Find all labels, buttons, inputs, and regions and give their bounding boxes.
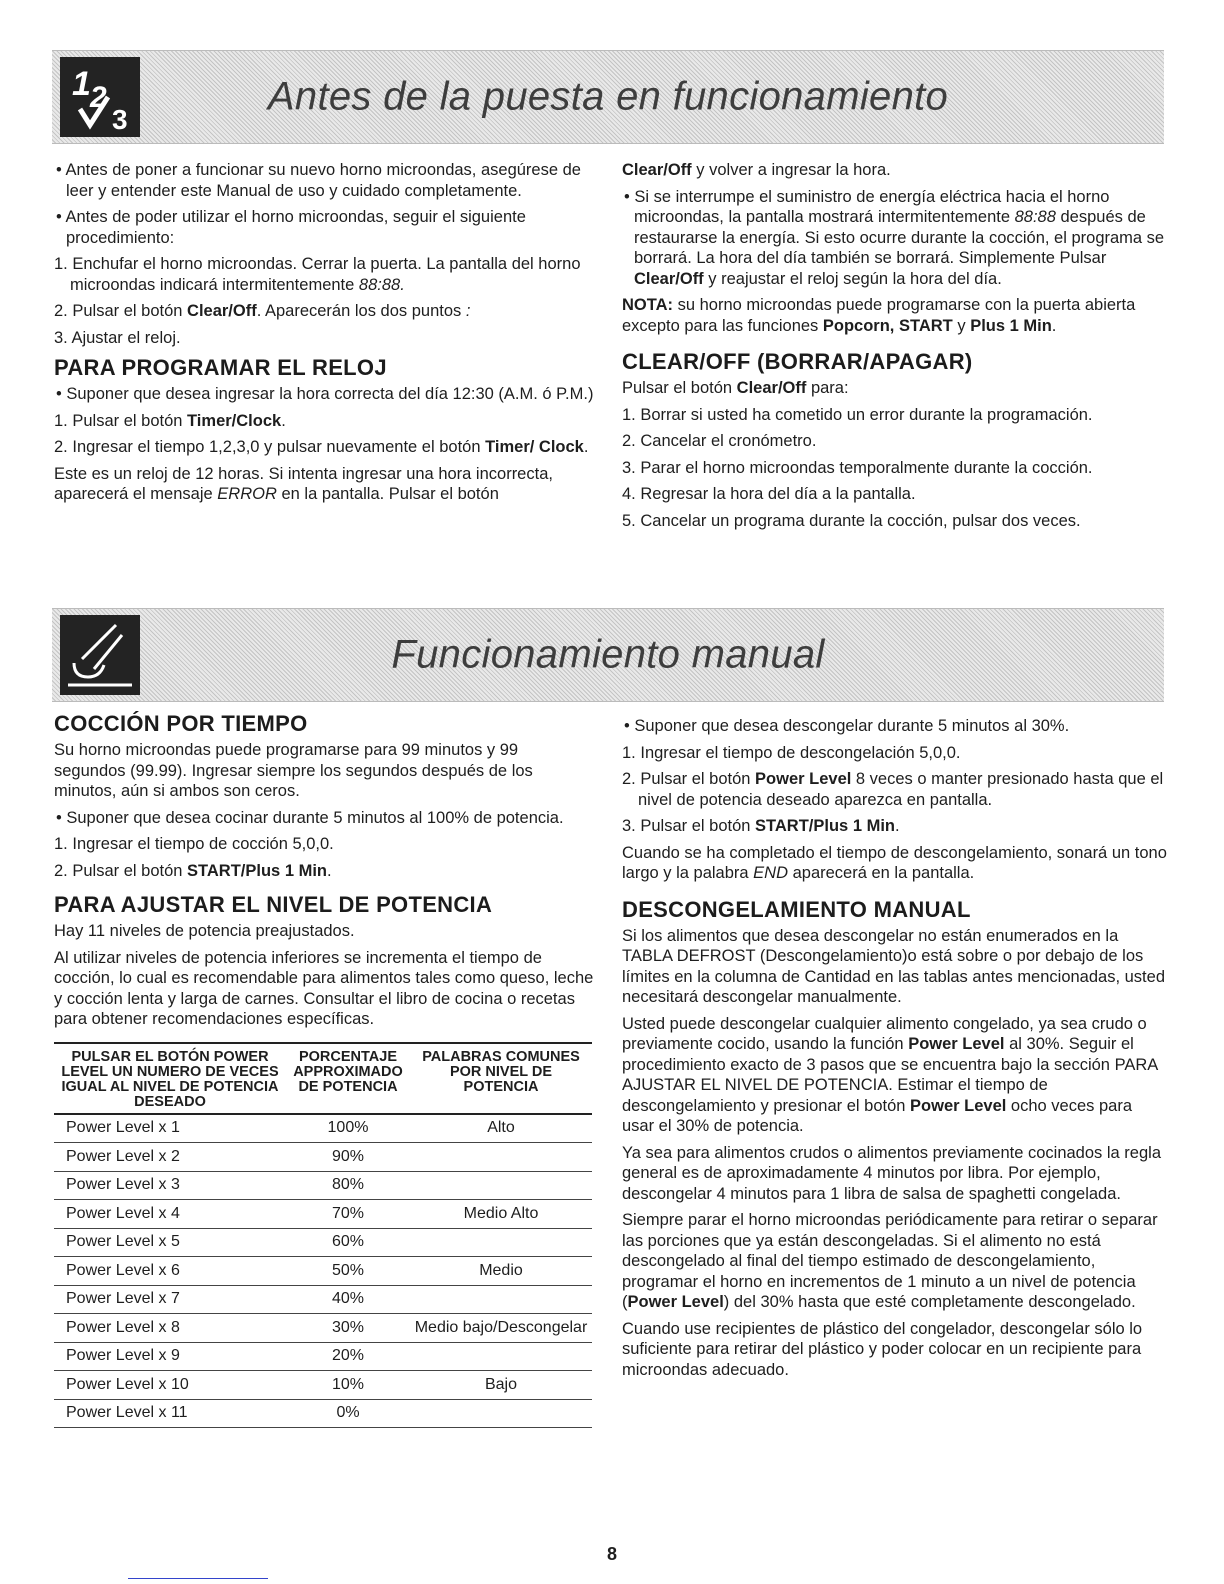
- list-item: 1. Ingresar el tiempo de cocción 5,0,0.: [54, 835, 334, 853]
- section1-right-column: [622, 160, 1167, 537]
- clock-paragraph: Este es un reloj de 12 horas. Si intenta ingresar una hora incorrecta, aparecerá el mensaje ERROR en la pantalla. Pulsar el botón: [54, 464, 553, 503]
- table-row: [54, 1171, 592, 1200]
- coccion-paragraph: Su horno microondas puede programarse para 99 minutos y 99 segundos (99.99). Ingresar siempre los segundos después de los minutos, aún si ambos son ceros.: [54, 741, 533, 800]
- list-item: • Suponer que desea descongelar durante 5 minutos al 30%.: [624, 717, 1070, 735]
- table-cell: Alto: [410, 1114, 592, 1143]
- table-cell: 10%: [286, 1371, 410, 1400]
- table-cell: Power Level x 8: [54, 1314, 286, 1343]
- manual-paragraph: Siempre parar el horno microondas periódicamente para retirar o separar las porciones que ya están descongeladas. Si el alimento no está descongelado al final del tiempo estimado de descongelamiento, programar el horno en incrementos de 1 minuto a un nivel de potencia (Power Level) del 30% hasta que esté completamente descongelado.: [622, 1211, 1158, 1311]
- table-cell: Power Level x 11: [54, 1399, 286, 1428]
- clearoff-heading: CLEAR/OFF (BORRAR/APAGAR): [622, 349, 973, 374]
- table-cell: Power Level x 1: [54, 1114, 286, 1143]
- table-cell: Medio bajo/Descongelar: [410, 1314, 592, 1343]
- table-row: [54, 1371, 592, 1400]
- page-number: 8: [606, 1544, 617, 1564]
- list-item: 2. Pulsar el botón Clear/Off. Aparecerán los dos puntos :: [54, 302, 471, 320]
- clearoff-intro: Pulsar el botón Clear/Off para:: [622, 379, 849, 397]
- table-cell: Medio Alto: [410, 1200, 592, 1229]
- list-item: 3. Parar el horno microondas temporalmente durante la cocción.: [622, 458, 1093, 477]
- list-item: 4. Regresar la hora del día a la pantalla.: [622, 485, 916, 503]
- list-item: 2. Pulsar el botón START/Plus 1 Min.: [54, 861, 332, 880]
- divider: [128, 1578, 268, 1579]
- manual-paragraph: Si los alimentos que desea descongelar no están enumerados en la TABLA DEFROST (Descongelamiento)o está sobre o por debajo de los límites en la columna de Cantidad en las tablas antes mencionadas, usted necesitará descongelar manualmente.: [622, 926, 1165, 1006]
- table-row: [54, 1114, 592, 1143]
- list-item: • Suponer que desea cocinar durante 5 minutos al 100% de potencia.: [56, 808, 564, 827]
- list-item: 2. Cancelar el cronómetro.: [622, 432, 817, 450]
- list-item: 1. Ingresar el tiempo de descongelación 5,0,0.: [622, 743, 961, 762]
- list-item: 1. Borrar si usted ha cometido un error durante la programación.: [622, 405, 1093, 424]
- list-item: 1. Enchufar el horno microondas. Cerrar la puerta. La pantalla del horno microondas indicará intermitentemente 88:88.: [54, 255, 581, 294]
- list-item: • Si se interrumpe el suministro de energía eléctrica hacia el horno microondas, la pantalla mostrará intermitentemente 88:88 después de restaurarse la energía. Si esto ocurre durante la cocción, el programa se borrará. La hora del día también se borrará. Simplemente Pulsar Clear/Off y reajustar el reloj según la hora del día.: [624, 187, 1165, 288]
- table-row: [54, 1228, 592, 1257]
- list-item: • Suponer que desea ingresar la hora correcta del día 12:30 (A.M. ó P.M.): [56, 385, 594, 403]
- table-cell: 40%: [286, 1285, 410, 1314]
- table-row: [54, 1399, 592, 1428]
- table-row: [54, 1285, 592, 1314]
- table-cell: Power Level x 6: [54, 1257, 286, 1286]
- potencia-paragraph: Hay 11 niveles de potencia preajustados.: [54, 922, 355, 940]
- potencia-heading: PARA AJUSTAR EL NIVEL DE POTENCIA: [54, 892, 493, 917]
- table-cell: [410, 1342, 592, 1371]
- potencia-paragraph: Al utilizar niveles de potencia inferiores se incrementa el tiempo de cocción, lo cual es recomendable para alimentos tales como queso, leche y cocción lenta y larga de carnes. Consultar el libro de cocina o recetas para obtener recomendaciones específicas.: [54, 948, 594, 1028]
- list-item: 3. Ajustar el reloj.: [54, 328, 181, 347]
- manual-paragraph: Ya sea para alimentos crudos o alimentos previamente cocinados la regla general es de aproximadamente 4 minutos por libra. Por ejemplo, descongelar 4 minutos para 1 libra de salsa de spaghetti congelada.: [622, 1143, 1161, 1203]
- table-header: PORCENTAJE APPROXIMADO DE POTENCIA: [286, 1043, 410, 1114]
- table-cell: [410, 1399, 592, 1428]
- table-cell: 70%: [286, 1200, 410, 1229]
- table-cell: Power Level x 7: [54, 1285, 286, 1314]
- manual-defrost-heading: DESCONGELAMIENTO MANUAL: [622, 896, 971, 922]
- table-cell: [410, 1228, 592, 1257]
- table-cell: [410, 1285, 592, 1314]
- table-cell: Power Level x 2: [54, 1143, 286, 1172]
- list-item: • Antes de poner a funcionar su nuevo horno microondas, asegúrese de leer y entender este Manual de uso y cuidado completamente.: [56, 161, 581, 200]
- list-item: 1. Pulsar el botón Timer/Clock.: [54, 411, 286, 430]
- table-cell: Medio: [410, 1257, 592, 1286]
- table-cell: 20%: [286, 1342, 410, 1371]
- list-item: • Antes de poder utilizar el horno microondas, seguir el siguiente procedimiento:: [56, 208, 526, 247]
- table-cell: 50%: [286, 1257, 410, 1286]
- table-row: [54, 1342, 592, 1371]
- svg-text:2: 2: [90, 81, 107, 114]
- table-cell: Power Level x 9: [54, 1342, 286, 1371]
- table-row: [54, 1143, 592, 1172]
- table-cell: Bajo: [410, 1371, 592, 1400]
- table-cell: Power Level x 5: [54, 1228, 286, 1257]
- section-banner-manual: [52, 608, 1164, 702]
- table-cell: [410, 1171, 592, 1200]
- note: NOTA: su horno microondas puede programarse con la puerta abierta excepto para las funciones Popcorn, START y Plus 1 Min.: [622, 296, 1136, 335]
- table-cell: Power Level x 4: [54, 1200, 286, 1229]
- section2-right-column: [622, 716, 1167, 1386]
- section-title: Funcionamiento manual: [391, 632, 825, 677]
- list-item: 5. Cancelar un programa durante la cocción, pulsar dos veces.: [622, 511, 1081, 530]
- list-item: 3. Pulsar el botón START/Plus 1 Min.: [622, 817, 900, 835]
- continued-text: Clear/Off y volver a ingresar la hora.: [622, 161, 891, 179]
- manual-paragraph: Cuando use recipientes de plástico del congelador, descongelar sólo lo suficiente para retirar del plástico y poder colocar en un recipiente para microondas adecuado.: [622, 1319, 1143, 1379]
- power-level-table: [54, 1042, 592, 1429]
- table-cell: 100%: [286, 1114, 410, 1143]
- table-row: [54, 1314, 592, 1343]
- list-item: 2. Ingresar el tiempo 1,2,3,0 y pulsar nuevamente el botón Timer/ Clock.: [54, 438, 589, 456]
- manual-paragraph: Usted puede descongelar cualquier alimento congelado, ya sea crudo o previamente cocido, usando la función Power Level al 30%. Seguir el procedimiento exacto de 3 pasos que se encuentra bajo la sección PARA AJUSTAR EL NIVEL DE POTENCIA. Estimar el tiempo de descongelamiento y presionar el botón Power Level ocho veces para usar el 30% de potencia.: [622, 1014, 1158, 1135]
- table-cell: 80%: [286, 1171, 410, 1200]
- table-header: PULSAR EL BOTÓN POWER LEVEL UN NUMERO DE VECES IGUAL AL NIVEL DE POTENCIA DESEADO: [54, 1043, 286, 1114]
- table-cell: [410, 1143, 592, 1172]
- table-cell: 90%: [286, 1143, 410, 1172]
- table-row: [54, 1200, 592, 1229]
- table-cell: Power Level x 10: [54, 1371, 286, 1400]
- table-cell: 60%: [286, 1228, 410, 1257]
- table-row: [54, 1257, 592, 1286]
- table-cell: 0%: [286, 1399, 410, 1428]
- section2-left-column: [54, 712, 594, 1428]
- svg-text:3: 3: [112, 104, 128, 135]
- list-item: 2. Pulsar el botón Power Level 8 veces o manter presionado hasta que el nivel de potencia deseado aparezca en pantalla.: [622, 770, 1164, 809]
- table-cell: 30%: [286, 1314, 410, 1343]
- coccion-heading: COCCIÓN POR TIEMPO: [54, 711, 308, 736]
- end-paragraph: Cuando se ha completado el tiempo de descongelamiento, sonará un tono largo y la palabra END aparecerá en la pantalla.: [622, 843, 1167, 882]
- svg-text:1: 1: [72, 65, 91, 103]
- table-header: PALABRAS COMUNES POR NIVEL DE POTENCIA: [410, 1043, 592, 1114]
- section1-left-column: [54, 160, 594, 511]
- section-banner-antes: [52, 50, 1164, 144]
- table-cell: Power Level x 3: [54, 1171, 286, 1200]
- section-title: Antes de la puesta en funcionamiento: [267, 74, 949, 119]
- clock-heading: PARA PROGRAMAR EL RELOJ: [54, 355, 387, 380]
